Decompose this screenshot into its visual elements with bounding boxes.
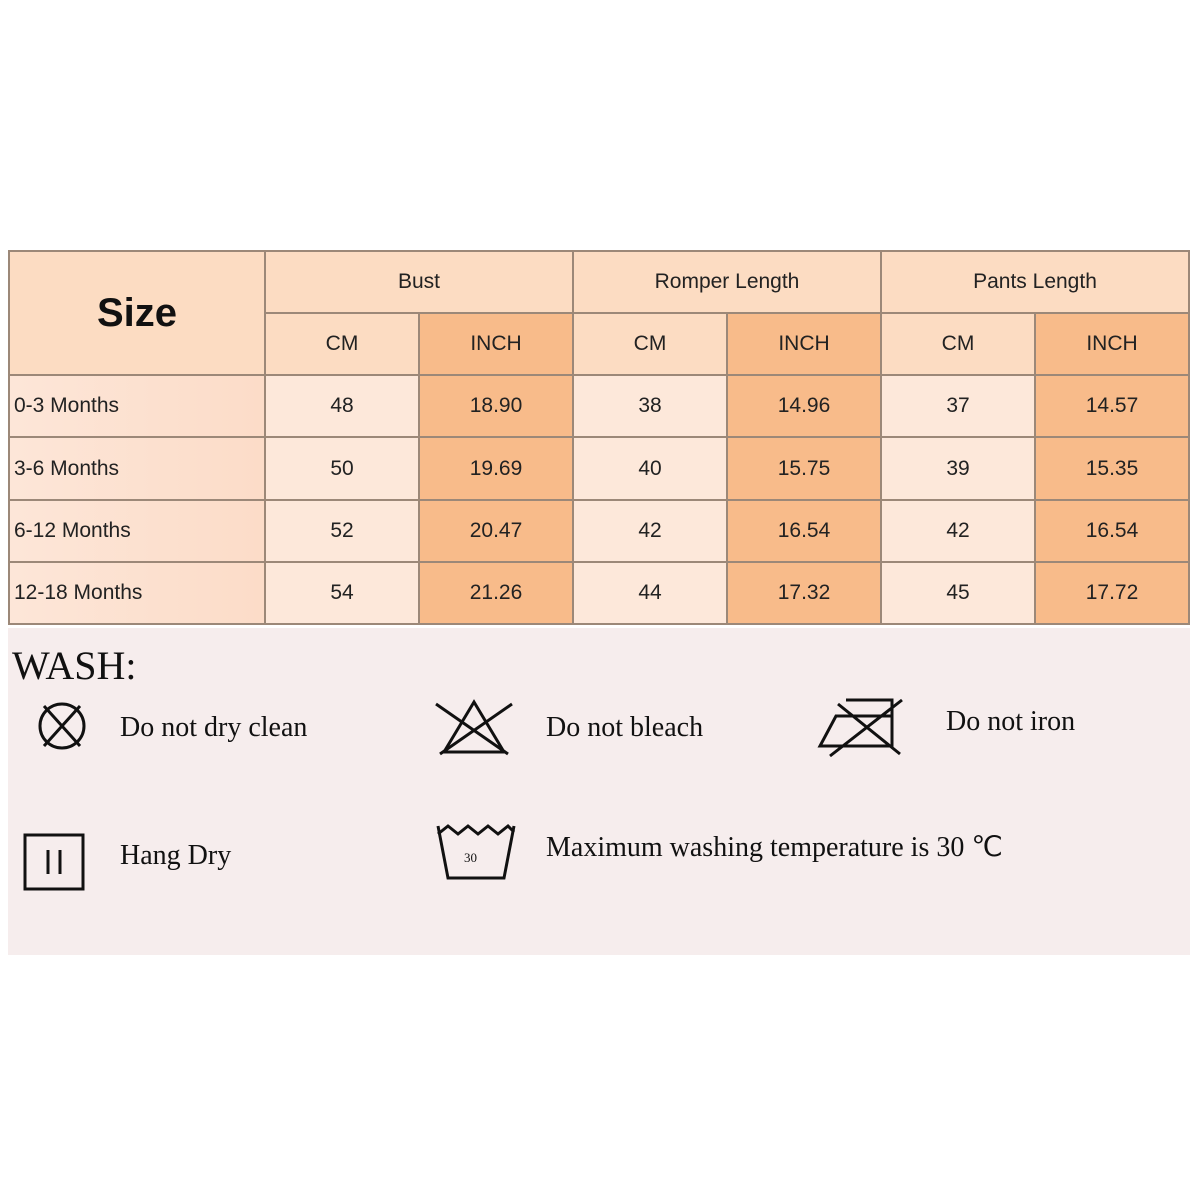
unit-header: INCH (419, 313, 573, 375)
wash-section (8, 628, 1190, 955)
value-cell: 14.96 (727, 375, 881, 437)
value-cell: 38 (573, 375, 727, 437)
value-cell: 42 (881, 500, 1035, 562)
value-cell: 14.57 (1035, 375, 1189, 437)
unit-header: INCH (727, 313, 881, 375)
unit-header: CM (881, 313, 1035, 375)
size-cell: 3-6 Months (9, 437, 265, 499)
hang-dry-icon (22, 832, 88, 894)
value-cell: 15.35 (1035, 437, 1189, 499)
wash-30-icon (434, 822, 518, 884)
no-bleach-icon (432, 698, 516, 758)
value-cell: 50 (265, 437, 419, 499)
size-chart-table (8, 250, 1190, 625)
table-row (9, 500, 1189, 562)
value-cell: 16.54 (1035, 500, 1189, 562)
wash-label: Do not dry clean (120, 712, 308, 743)
no-dry-clean-icon (34, 698, 90, 754)
unit-header: CM (265, 313, 419, 375)
table-row (9, 437, 1189, 499)
wash-temp: 30 (464, 850, 477, 865)
value-cell: 15.75 (727, 437, 881, 499)
group-header: Romper Length (573, 251, 881, 313)
value-cell: 16.54 (727, 500, 881, 562)
value-cell: 39 (881, 437, 1035, 499)
value-cell: 52 (265, 500, 419, 562)
table-row (9, 562, 1189, 624)
wash-label: Do not iron (946, 706, 1076, 737)
group-header: Pants Length (881, 251, 1189, 313)
wash-label: Maximum washing temperature is 30 ℃ (546, 832, 1003, 863)
no-iron-icon (816, 694, 914, 758)
value-cell: 17.32 (727, 562, 881, 624)
value-cell: 40 (573, 437, 727, 499)
value-cell: 17.72 (1035, 562, 1189, 624)
value-cell: 42 (573, 500, 727, 562)
wash-label: Hang Dry (120, 840, 232, 871)
value-cell: 18.90 (419, 375, 573, 437)
unit-header: CM (573, 313, 727, 375)
value-cell: 45 (881, 562, 1035, 624)
value-cell: 54 (265, 562, 419, 624)
value-cell: 37 (881, 375, 1035, 437)
size-cell: 12-18 Months (9, 562, 265, 624)
unit-header: INCH (1035, 313, 1189, 375)
size-cell: 0-3 Months (9, 375, 265, 437)
value-cell: 48 (265, 375, 419, 437)
group-header: Bust (265, 251, 573, 313)
value-cell: 19.69 (419, 437, 573, 499)
size-cell: 6-12 Months (9, 500, 265, 562)
wash-title: WASH: (12, 643, 137, 688)
size-header: Size (9, 251, 265, 375)
value-cell: 20.47 (419, 500, 573, 562)
value-cell: 44 (573, 562, 727, 624)
table-row (9, 375, 1189, 437)
wash-label: Do not bleach (546, 712, 704, 743)
value-cell: 21.26 (419, 562, 573, 624)
